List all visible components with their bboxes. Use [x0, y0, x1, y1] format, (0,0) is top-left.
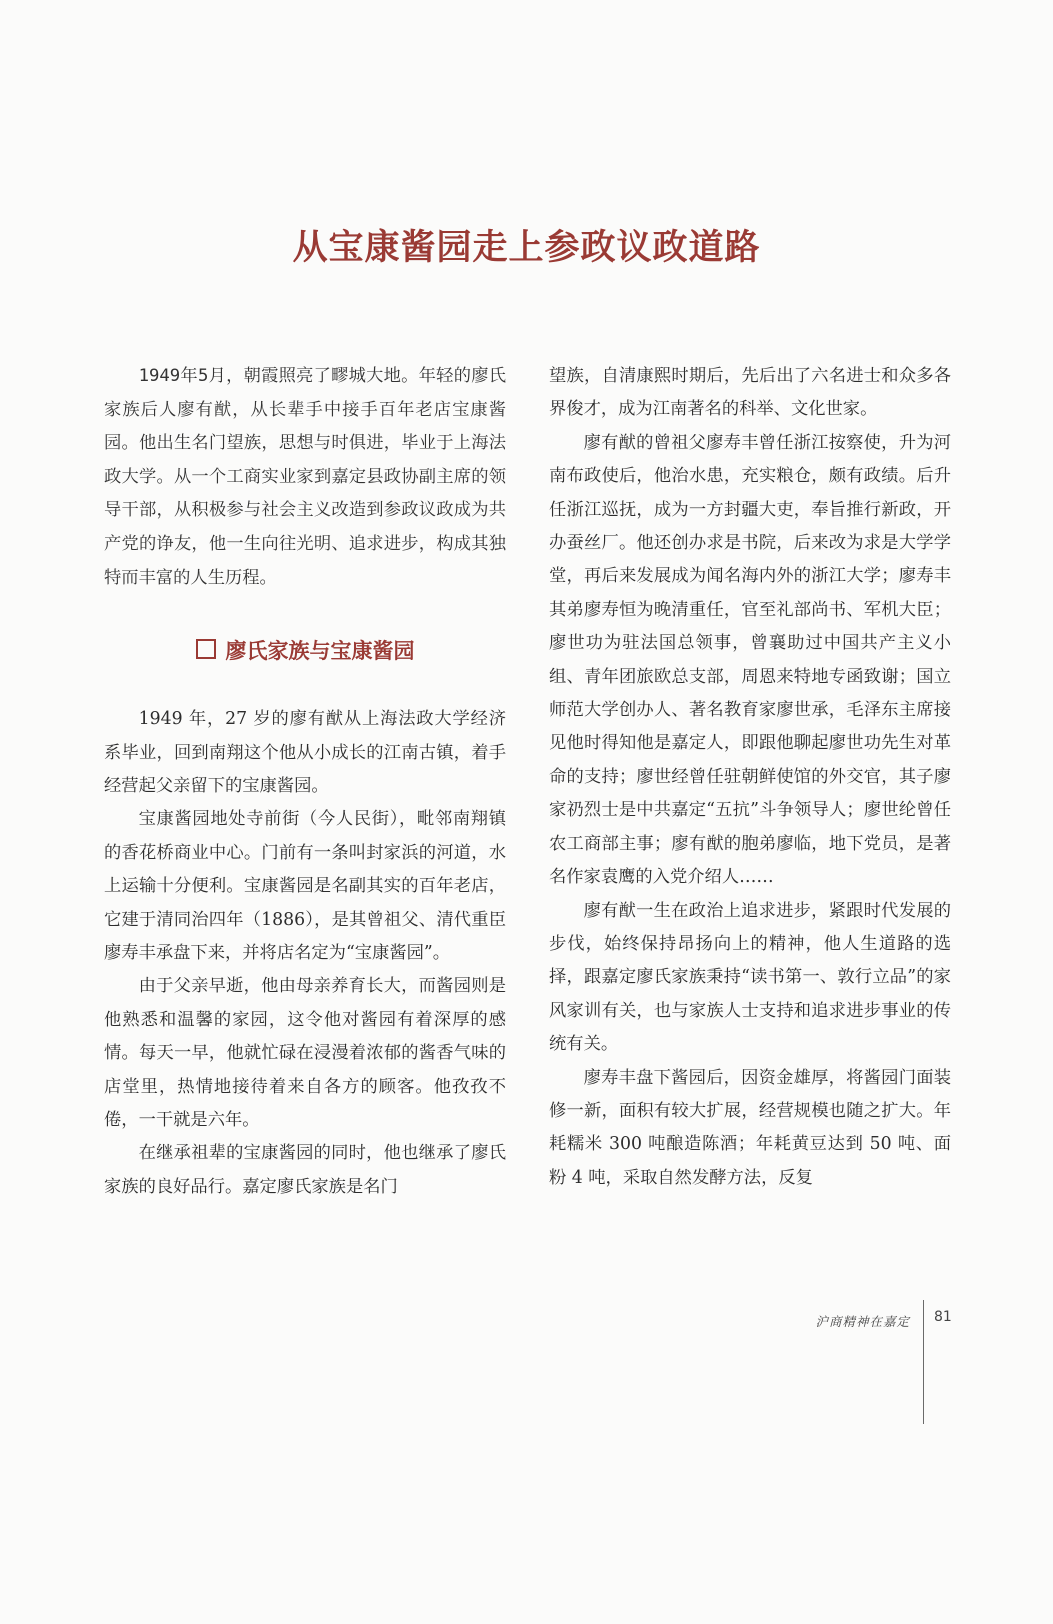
- intro-block: [104, 360, 506, 595]
- left-body: [104, 703, 506, 1204]
- right-column: [549, 360, 951, 1195]
- page-footer: [760, 1309, 960, 1349]
- body-paragraph: 由于父亲早逝，他由母亲养育长大，而酱园则是他熟悉和温馨的家园，这令他对酱园有着深厚的感情。每天一早，他就忙碌在浸漫着浓郁的酱香气味的店堂里，热情地接待着来自各方的顾客。他孜孜不倦，一干就是六年。: [104, 976, 506, 1131]
- body-paragraph: 宝康酱园地处寺前街（今人民街），毗邻南翔镇的香花桥商业中心。门前有一条叫封家浜的河道，水上运输十分便利。宝康酱园是名副其实的百年老店，它建于清同治四年（1886），是其曾祖父、清代重臣廖寿丰承盘下来，并将店名定为“宝康酱园”。: [104, 809, 506, 963]
- body-paragraph: 廖有猷的曾祖父廖寿丰曾任浙江按察使，升为河南布政使后，他治水患，充实粮仓，颇有政绩。后升任浙江巡抚，成为一方封疆大吏，奉旨推行新政，开办蚕丝厂。他还创办求是书院，后来改为求是大学学堂，再后来发展成为闻名海内外的浙江大学；廖寿丰其弟廖寿恒为晚清重任，官至礼部尚书、军机大臣；廖世功为驻法国总领事，曾襄助过中国共产主义小组、青年团旅欧总支部，周恩来特地专函致谢；国立师范大学创办人、著名教育家廖世承，毛泽东主席接见他时得知他是嘉定人，即跟他聊起廖世功先生对革命的支持；廖世经曾任驻朝鲜使馆的外交官，其子廖家礽烈士是中共嘉定“五抗”斗争领导人；廖世纶曾任农工商部主事；廖有猷的胞弟廖临，地下党员，是著名作家袁鹰的入党介绍人……: [549, 432, 951, 888]
- right-body: [549, 360, 951, 1195]
- intro-paragraph: 1949年5月，朝霞照亮了疁城大地。年轻的廖氏家族后人廖有猷，从长辈手中接手百年老店宝康酱园。他出生名门望族，思想与时俱进，毕业于上海法政大学。从一个工商实业家到嘉定县政协副主席的领导干部，从积极参与社会主义改造到参政议政成为共产党的诤友，他一生向往光明、追求进步，构成其独特而丰富的人生历程。: [104, 366, 506, 588]
- section-heading: [104, 635, 506, 665]
- left-column: [104, 360, 506, 1204]
- page-number: 81: [934, 1309, 952, 1325]
- footer-divider: [923, 1300, 924, 1424]
- section-heading-text: 廖氏家族与宝康酱园: [225, 639, 415, 664]
- body-paragraph-continued: 望族，自清康熙时期后，先后出了六名进士和众多各界俊才，成为江南著名的科举、文化世家。: [549, 366, 951, 420]
- body-paragraph: 廖有猷一生在政治上追求进步，紧跟时代发展的步伐，始终保持昂扬向上的精神，他人生道路的选择，跟嘉定廖氏家族秉持“读书第一、敦行立品”的家风家训有关，也与家族人士支持和追求进步事业的传统有关。: [549, 900, 951, 1055]
- running-footer-label: 沪商精神在嘉定: [815, 1314, 910, 1329]
- body-paragraph: 廖寿丰盘下酱园后，因资金雄厚，将酱园门面装修一新，面积有较大扩展，经营规模也随之扩大。年耗糯米 300 吨酿造陈酒；年耗黄豆达到 50 吨、面粉 4 吨，采取自然发酵方法，反复: [549, 1067, 951, 1188]
- body-paragraph: 1949 年，27 岁的廖有猷从上海法政大学经济系毕业，回到南翔这个他从小成长的江南古镇，着手经营起父亲留下的宝康酱园。: [104, 709, 506, 796]
- article-title: 从宝康酱园走上参政议政道路: [292, 227, 761, 268]
- square-bullet-icon: [196, 639, 216, 659]
- body-paragraph: 在继承祖辈的宝康酱园的同时，他也继承了廖氏家族的良好品行。嘉定廖氏家族是名门: [104, 1143, 506, 1197]
